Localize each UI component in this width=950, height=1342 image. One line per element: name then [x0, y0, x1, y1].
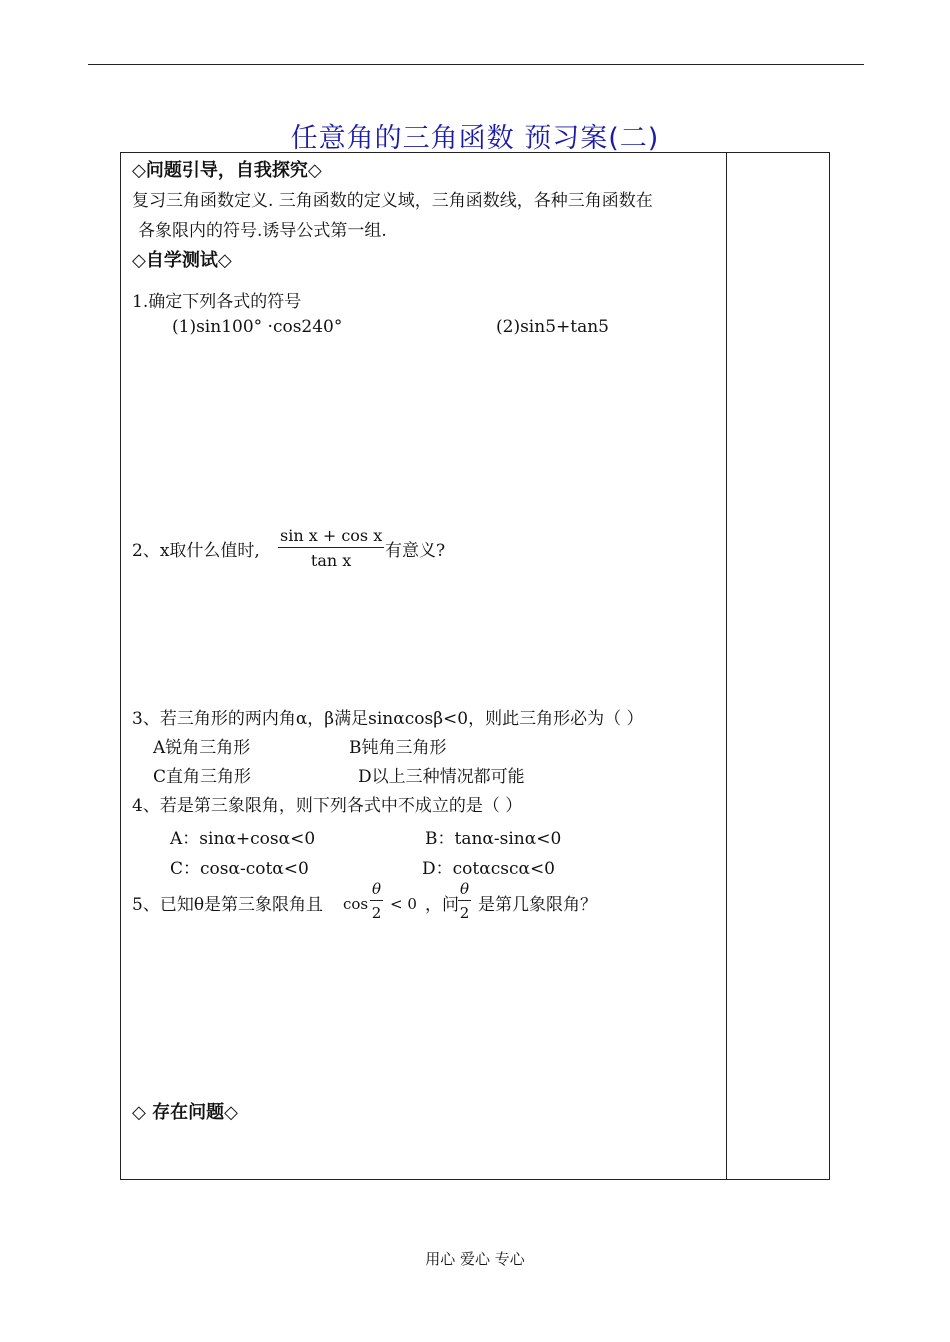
question-4-option-c: C：cosα-cotα<0	[170, 859, 309, 879]
self-test-heading: ◇自学测试◇	[132, 250, 232, 271]
question-3-prompt: 3、若三角形的两内角α，β满足sinαcosβ<0，则此三角形必为（ ）	[132, 709, 644, 729]
question-5-fraction-2	[458, 880, 471, 922]
question-5-inequality: < 0	[390, 895, 417, 913]
question-1-part-1: (1)sin100° ·cos240°	[172, 317, 343, 337]
question-4-option-a: A：sinα+cosα<0	[170, 829, 316, 849]
question-4-prompt: 4、若是第三象限角，则下列各式中不成立的是（ ）	[132, 796, 523, 816]
question-5-fraction-2-den: 2	[459, 904, 470, 922]
question-1-prompt: 1.确定下列各式的符号	[132, 292, 302, 312]
intro-heading: ◇问题引导，自我探究◇	[132, 160, 322, 181]
question-2-prefix: 2、x取什么值时,	[132, 541, 260, 561]
question-5-mid: ，问	[425, 895, 459, 915]
question-1-part-2: (2)sin5+tan5	[496, 317, 609, 337]
question-2-fraction	[278, 526, 384, 570]
question-5-cos-label: cos	[343, 895, 369, 913]
question-5-fraction-num: θ	[370, 880, 383, 901]
question-5-fraction-2-num: θ	[458, 880, 471, 901]
question-5-prefix: 5、已知θ是第三象限角且	[132, 895, 324, 915]
header-rule	[88, 64, 864, 65]
question-3-option-d: D以上三种情况都可能	[358, 767, 525, 787]
table-column-divider	[726, 152, 727, 1180]
question-5-fraction-den: 2	[371, 904, 382, 922]
problems-heading: ◇ 存在问题◇	[132, 1102, 238, 1123]
question-3-option-c: C直角三角形	[153, 767, 252, 787]
intro-text-line1: 复习三角函数定义. 三角函数的定义域，三角函数线，各种三角函数在	[132, 191, 653, 211]
intro-text-line2: 各象限内的符号.诱导公式第一组.	[138, 221, 387, 241]
page-title: 任意角的三角函数 预习案(二)	[290, 123, 660, 154]
question-3-option-a: A锐角三角形	[153, 738, 251, 758]
question-5-suffix: 是第几象限角？	[478, 895, 597, 915]
question-3-option-b: B钝角三角形	[349, 738, 447, 758]
page-footer: 用心 爱心 专心	[425, 1250, 525, 1268]
question-2-numerator: sin x + cos x	[278, 526, 384, 548]
question-2-denominator: tan x	[310, 551, 352, 570]
question-2-suffix: 有意义?	[385, 541, 446, 561]
question-4-option-b: B：tanα-sinα<0	[425, 829, 562, 849]
question-5-fraction	[370, 880, 383, 922]
question-4-option-d: D：cotαcscα<0	[422, 859, 556, 879]
